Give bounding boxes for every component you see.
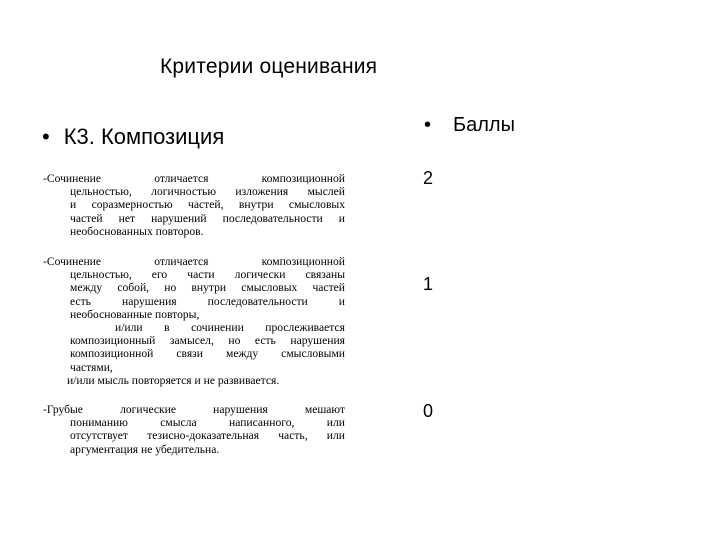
criterion-line: есть нарушения последовательности и xyxy=(70,294,345,308)
bullet-icon: • xyxy=(424,114,432,136)
criterion-line: частями, xyxy=(70,360,113,374)
criterion-line: необоснованные повторы, xyxy=(70,307,200,321)
criterion-line: цельностью, его части логически связаны xyxy=(70,268,345,282)
criterion-line: необоснованных повторов. xyxy=(70,224,204,238)
score-value: 0 xyxy=(423,401,434,421)
criterion-line: пониманию смысла написанного, или xyxy=(70,416,345,430)
section-heading xyxy=(42,124,224,150)
score-value: 1 xyxy=(423,274,434,294)
criterion-line: композиционный замысел, но есть нарушения xyxy=(70,334,345,348)
criterion-0-points xyxy=(43,403,345,456)
criterion-line: отсутствует тезисно-доказательная часть, или xyxy=(70,429,345,443)
criterion-1-point xyxy=(43,255,345,387)
criterion-line: и/или в сочинении прослеживается xyxy=(115,321,345,335)
criterion-line: -Сочинение отличается композиционной xyxy=(43,172,345,185)
score-heading xyxy=(424,114,515,137)
score-value: 2 xyxy=(423,168,434,188)
criterion-line: аргументация не убедительна. xyxy=(70,442,220,456)
criterion-line: частей нет нарушений последовательности и xyxy=(70,211,345,225)
slide-title: Критерии оценивания xyxy=(160,55,378,78)
criterion-line: -Сочинение отличается композиционной xyxy=(43,255,345,268)
criterion-line: между собой, но внутри смысловых частей xyxy=(70,281,345,295)
criterion-line: и соразмерностью частей, внутри смысловых xyxy=(70,198,345,212)
criterion-line: -Грубые логические нарушения мешают xyxy=(43,403,345,416)
criterion-line: и/или мысль повторяется и не развивается. xyxy=(67,373,280,387)
bullet-icon: • xyxy=(42,124,50,149)
section-heading-text: К3. Композиция xyxy=(63,124,225,149)
score-heading-text: Баллы xyxy=(453,114,515,136)
criterion-line: цельностью, логичностью изложения мыслей xyxy=(70,185,345,199)
criterion-2-points xyxy=(43,172,345,238)
criterion-line: композиционной связи между смысловыми xyxy=(70,347,345,361)
